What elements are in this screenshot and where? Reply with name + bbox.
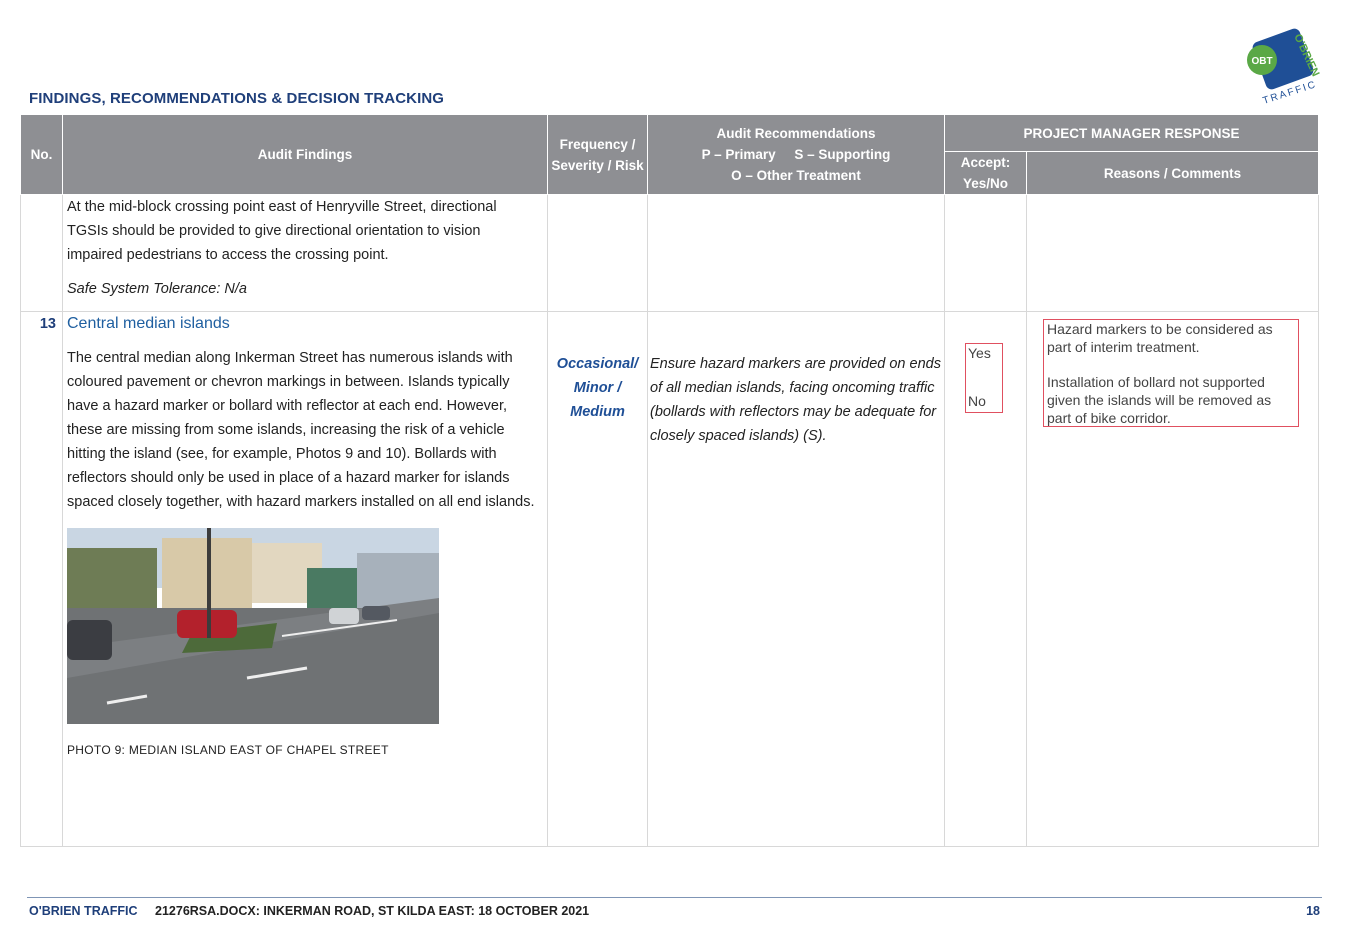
col-audit-recommendations: Audit Recommendations P – Primary S – Supporting O – Other Treatment: [648, 115, 945, 195]
accept-cell-empty: [945, 195, 1027, 312]
reasons-comment-box[interactable]: [1043, 319, 1299, 427]
col-no: No.: [21, 115, 63, 195]
photo-caption: PHOTO 9: MEDIAN ISLAND EAST OF CHAPEL STREET: [67, 743, 389, 757]
svg-text:OBT: OBT: [1251, 56, 1273, 67]
svg-text:O'BRIEN: O'BRIEN: [1291, 32, 1322, 79]
footer: [29, 904, 589, 918]
col-group-project-manager-response: PROJECT MANAGER RESPONSE: [945, 115, 1319, 152]
page-title: FINDINGS, RECOMMENDATIONS & DECISION TRACKING: [29, 90, 445, 107]
finding-cell: [63, 312, 548, 847]
photo-median-island: [67, 528, 439, 724]
accept-cell: [945, 312, 1027, 847]
recommendation-text: Ensure hazard markers are provided on ends of all median islands, facing oncoming traffic (bollards with reflectors may be adequate for closely spaced islands) (S).: [650, 356, 941, 444]
row-number-empty: [21, 195, 63, 312]
finding-text: At the mid-block crossing point east of Henryville Street, directional TGSIs should be provided to give directional orientation to vision impaired pedestrians to access the crossing point.: [67, 199, 497, 263]
finding-heading: Central median islands: [67, 315, 230, 332]
findings-table: [20, 114, 1319, 847]
table-row-continuation: [21, 195, 1319, 312]
accept-response-box[interactable]: [965, 343, 1003, 413]
frequency-severity-risk-cell: [548, 312, 648, 847]
recommendation-cell: [648, 312, 945, 847]
comment-line-1: Hazard markers to be considered as part of interim treatment.: [1047, 321, 1273, 355]
finding-text: The central median along Inkerman Street has numerous islands with coloured pavement or chevron markings in between. Islands typically have a hazard marker or bollard with reflector at each end. However, these are missing from some islands, increasing the risk of a vehicle hitting the island (see, for example, Photos 9 and 10). Bollards with reflectors should only be used in place of a hazard marker for islands spaced closely together, with hazard markers installed on all end islands.: [67, 350, 535, 510]
col-reasons-comments: Reasons / Comments: [1027, 152, 1319, 195]
row-number: 13: [21, 312, 63, 847]
col-accept: Accept: Yes/No: [945, 152, 1027, 195]
footer-document-reference: 21276RSA.DOCX: INKERMAN ROAD, ST KILDA EAST: 18 OCTOBER 2021: [155, 904, 590, 918]
footer-divider: [27, 897, 1322, 898]
reasons-cell: [1027, 312, 1319, 847]
accept-yes-option[interactable]: Yes: [968, 345, 991, 361]
frequency-value: Occasional/: [556, 356, 639, 372]
comment-line-2: Installation of bollard not supported given the islands will be removed as part of bike corridor.: [1047, 374, 1272, 426]
severity-value: Minor /: [573, 380, 622, 396]
risk-value: Medium: [570, 404, 625, 420]
page-number: 18: [1306, 904, 1320, 918]
street-photo-illustration: [67, 528, 439, 724]
obrien-traffic-logo: [1236, 24, 1332, 110]
accept-no-option[interactable]: No: [968, 393, 986, 409]
table-row-13: [21, 312, 1319, 847]
safe-system-tolerance: Safe System Tolerance: N/a: [67, 281, 247, 297]
col-frequency-severity-risk: Frequency / Severity / Risk: [548, 115, 648, 195]
reasons-cell-empty: [1027, 195, 1319, 312]
footer-brand: O'BRIEN TRAFFIC: [29, 904, 138, 918]
col-audit-findings: Audit Findings: [63, 115, 548, 195]
finding-cell: [63, 195, 548, 312]
svg-text:TRAFFIC: TRAFFIC: [1261, 79, 1319, 107]
rec-cell-empty: [648, 195, 945, 312]
freq-cell-empty: [548, 195, 648, 312]
